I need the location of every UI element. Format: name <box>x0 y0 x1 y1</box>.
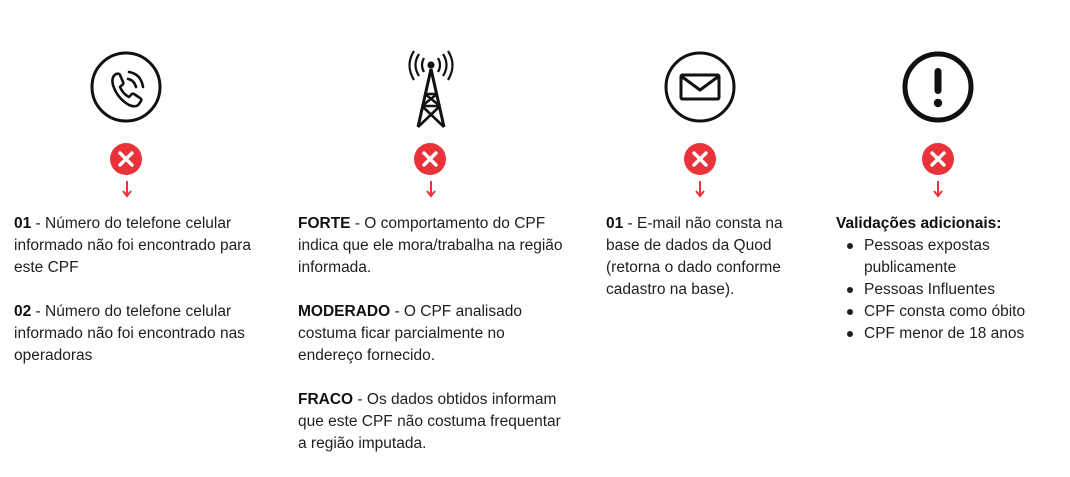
location-item-forte: FORTE - O comportamento do CPF indica que ele mora/trabalha na região informada. <box>298 215 563 276</box>
list-item: CPF menor de 18 anos <box>864 323 1061 345</box>
error-x-icon <box>922 143 954 175</box>
location-item-fraco: FRACO - Os dados obtidos informam que este CPF não costuma frequentar a região imputada. <box>298 391 561 452</box>
email-description <box>606 213 806 323</box>
alert-icon <box>902 50 974 130</box>
location-item-moderado: MODERADO - O CPF analisado costuma ficar parcialmente no endereço fornecido. <box>298 303 522 364</box>
location-description <box>298 213 570 477</box>
error-x-icon <box>110 143 142 175</box>
phone-icon <box>90 50 162 130</box>
arrow-down-icon <box>694 180 706 198</box>
column-phone <box>0 0 260 457</box>
arrow-down-icon <box>425 180 437 198</box>
arrow-down-icon <box>932 180 944 198</box>
email-item-01: 01 - E-mail não consta na base de dados da Quod (retorna o dado conforme cadastro na base). <box>606 215 783 298</box>
phone-description <box>14 213 260 389</box>
signal-tower-icon <box>394 50 468 130</box>
column-email <box>590 0 820 457</box>
list-item: Pessoas Influentes <box>864 279 1061 301</box>
validations-heading: Validações adicionais: <box>836 215 1002 232</box>
error-x-icon <box>684 143 716 175</box>
list-item: CPF consta como óbito <box>864 301 1061 323</box>
phone-item-01: 01 - Número do telefone celular informado não foi encontrado para este CPF <box>14 215 251 276</box>
column-validations <box>826 0 1066 457</box>
validations-description <box>836 213 1061 345</box>
column-location <box>280 0 580 457</box>
error-x-icon <box>414 143 446 175</box>
phone-item-02: 02 - Número do telefone celular informado não foi encontrado nas operadoras <box>14 303 245 364</box>
arrow-down-icon <box>121 180 133 198</box>
validations-list <box>836 235 1061 345</box>
envelope-icon <box>664 50 736 130</box>
list-item: Pessoas expostas publicamente <box>864 235 1061 279</box>
